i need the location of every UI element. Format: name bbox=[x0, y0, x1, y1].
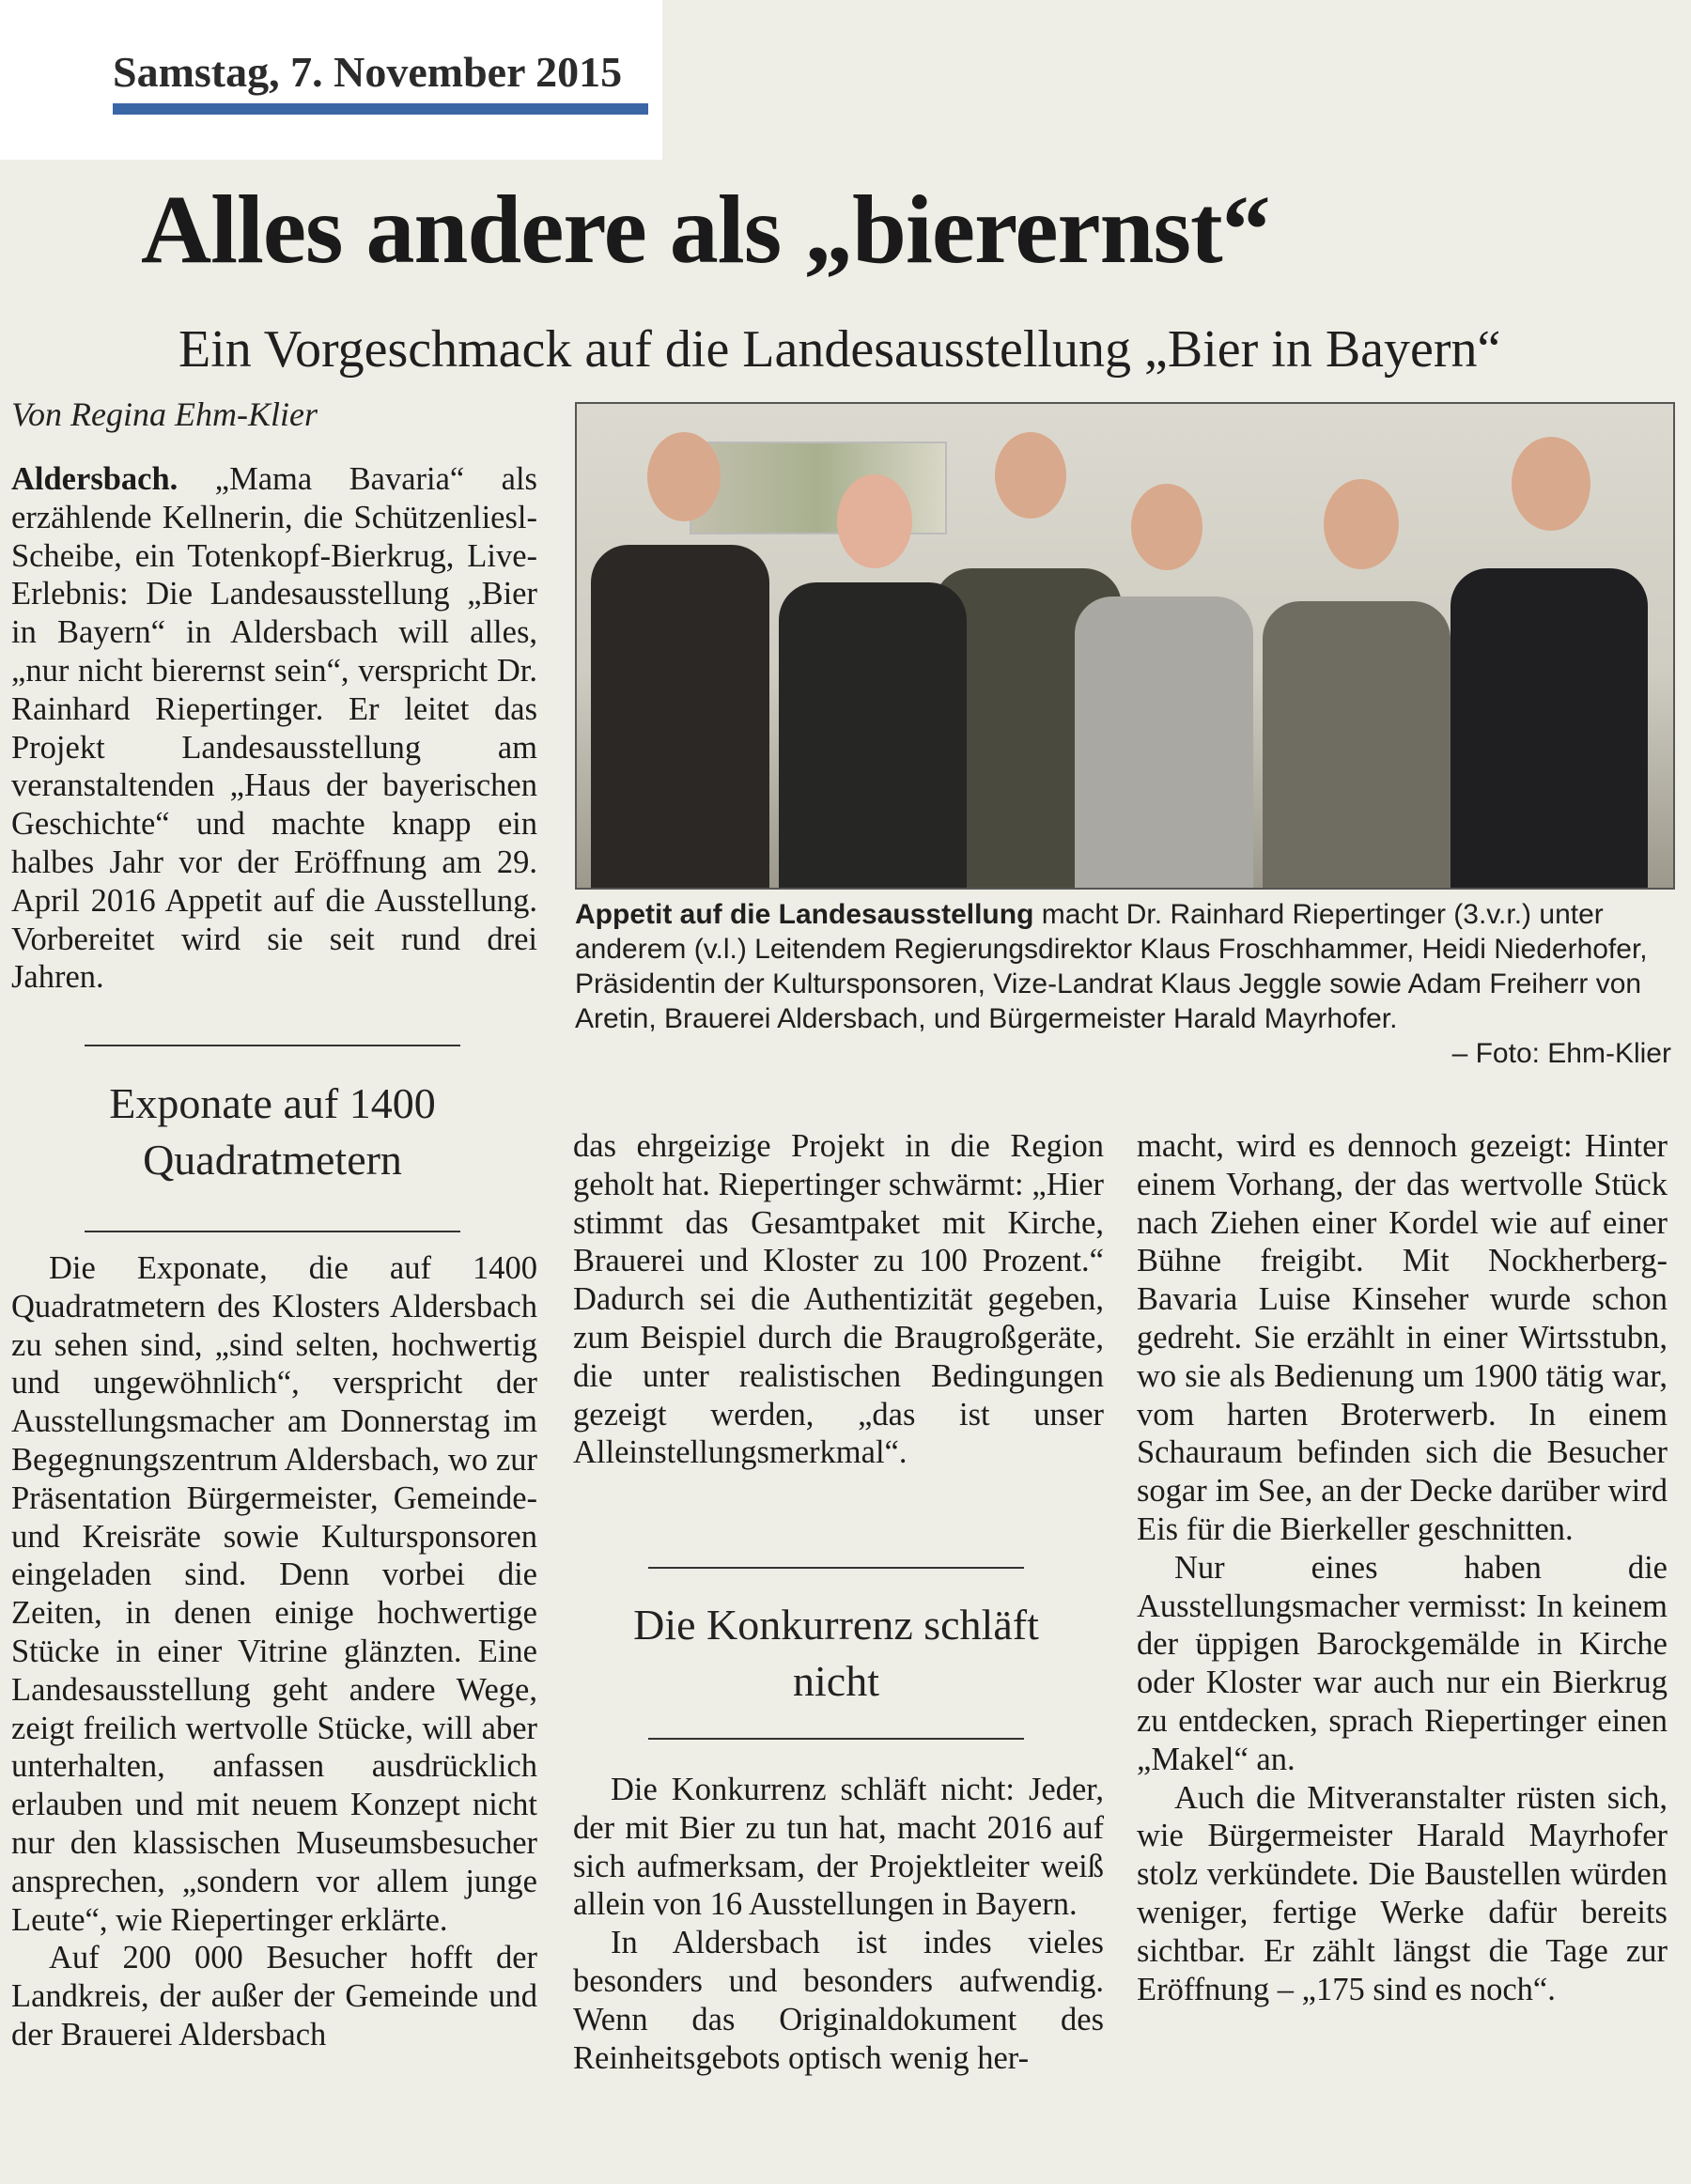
person bbox=[591, 404, 769, 888]
intro-paragraph: „Mama Bavaria“ als erzählende Kellnerin, die Schützenliesl-Scheibe, ein Totenkopf-Bierkrug, Live-Erlebnis: Die Landesausstellung „Bier in Bayern“ in Aldersbach will alles, „nur nicht bierernst sein“, verspricht Dr. Rainhard Riepertinger. Er leitet das Projekt Landesausstellung am veranstaltenden „Haus der bayerischen Geschichte“ und machte knapp ein halbes Jahr vor der Eröffnung am 29. April 2016 Appetit auf die Ausstellung. Vorbereitet wird sie seit rund drei Jahren. bbox=[11, 461, 537, 996]
column-1-intro bbox=[11, 460, 537, 997]
date-box bbox=[0, 0, 662, 160]
person bbox=[779, 404, 967, 888]
paragraph: In Aldersbach ist indes vieles besonders und besonders aufwendig. Wenn das Originaldokument des Reinheitsgebots optisch wenig her- bbox=[573, 1925, 1104, 2076]
divider bbox=[648, 1567, 1024, 1569]
section-heading: Exponate auf 1400 Quadratmetern bbox=[109, 1079, 436, 1184]
divider bbox=[85, 1045, 460, 1046]
paragraph: Nur eines haben die Ausstellungsmacher vermisst: In keinem der üppigen Barockgemälde in Kirche oder Kloster war auch nur ein Bierkrug zu entdecken, sprach Riepertinger einen „Makel“ an. bbox=[1137, 1549, 1668, 1777]
column-3 bbox=[1137, 1127, 1668, 2008]
person bbox=[1451, 404, 1648, 888]
subheadline: Ein Vorgeschmack auf die Landesausstellung „Bier in Bayern“ bbox=[178, 320, 1501, 379]
divider bbox=[85, 1231, 460, 1232]
column-2-top bbox=[573, 1127, 1104, 1472]
person bbox=[1263, 404, 1451, 888]
caption-lead: Appetit auf die Landesausstellung bbox=[575, 899, 1034, 930]
column-2-body bbox=[573, 1771, 1104, 2077]
divider bbox=[648, 1738, 1024, 1740]
caption-text: macht Dr. Rainhard Riepertinger (3.v.r.) unter anderem (v.l.) Leitendem Regierungsdirektor Klaus Froschhammer, Heidi Niederhofer, Präsidentin der Kultursponsoren, Vize-Landrat Klaus Jeggle sowie Adam Freiherr von Aretin, Brauerei Aldersbach, und Bürgermeister Harald Mayrhofer. bbox=[575, 899, 1648, 1034]
paragraph: Auch die Mitveranstalter rüsten sich, wie Bürgermeister Harald Mayrhofer stolz verkündete. Die Baustellen würden weniger, fertige Werke dafür bereits sichtbar. Er zählt längst die Tage zur Eröffnung – „175 sind es noch“. bbox=[1137, 1779, 1668, 2007]
photo-caption bbox=[575, 897, 1671, 1071]
group-photo bbox=[575, 402, 1675, 890]
paragraph: macht, wird es dennoch gezeigt: Hinter einem Vorhang, der das wertvolle Stück nach Ziehen einer Kordel wie auf einer Bühne freigibt. Mit Nockherberg-Bavaria Luise Kinseher wurde schon gedreht. Sie erzählt in einer Wirtsstubn, wo sie als Bedienung um 1900 tätig war, vom harten Broterwerb. In einem Schauraum befinden sich die Besucher sogar im See, an der Decke darüber wird Eis für die Bierkeller geschnitten. bbox=[1137, 1128, 1668, 1547]
paragraph: Auf 200 000 Besucher hofft der Landkreis, der außer der Gemeinde und der Brauerei Aldersbach bbox=[11, 1940, 537, 2052]
paragraph: Die Exponate, die auf 1400 Quadratmetern des Klosters Aldersbach zu sehen sind, „sind selten, hochwertig und ungewöhnlich“, verspricht der Ausstellungsmacher am Donnerstag im Begegnungszentrum Aldersbach, wo zur Präsentation Bürgermeister, Gemeinde- und Kreisräte sowie Kultursponsoren eingeladen sind. Denn vorbei die Zeiten, in denen einige hochwertige Stücke in einer Vitrine glänzten. Eine Landesausstellung geht andere Wege, zeigt freilich wertvolle Stücke, will aber unterhalten, anfassen ausdrücklich erlauben und mit neuem Konzept nicht nur den klassischen Museumsbesucher ansprechen, „sondern vor allem junge Leute“, wie Riepertinger erklärte. bbox=[11, 1250, 537, 1938]
dateline: Aldersbach. bbox=[11, 461, 178, 497]
publication-date: Samstag, 7. November 2015 bbox=[113, 48, 623, 96]
column-1-body bbox=[11, 1249, 537, 2054]
person bbox=[1075, 404, 1253, 888]
paragraph: Die Konkurrenz schläft nicht: Jeder, der mit Bier zu tun hat, macht 2016 auf sich aufmerksam, der Projektleiter weiß allein von 16 Ausstellungen in Bayern. bbox=[573, 1772, 1104, 1923]
byline: Von Regina Ehm-Klier bbox=[11, 395, 318, 433]
section-heading: Die Konkurrenz schläft nicht bbox=[633, 1601, 1039, 1705]
photo-credit: – Foto: Ehm-Klier bbox=[1451, 1038, 1671, 1069]
headline: Alles andere als „bierernst“ bbox=[141, 176, 1270, 284]
date-underline bbox=[113, 103, 648, 115]
paragraph: das ehrgeizige Projekt in die Region geholt hat. Riepertinger schwärmt: „Hier stimmt das Gesamtpaket mit Kirche, Brauerei und Kloster zu 100 Prozent.“ Dadurch sei die Authentizität gegeben, zum Beispiel durch die Braugroßgeräte, die unter realistischen Bedingungen gezeigt werden, „das ist unser Alleinstellungsmerkmal“. bbox=[573, 1128, 1104, 1471]
